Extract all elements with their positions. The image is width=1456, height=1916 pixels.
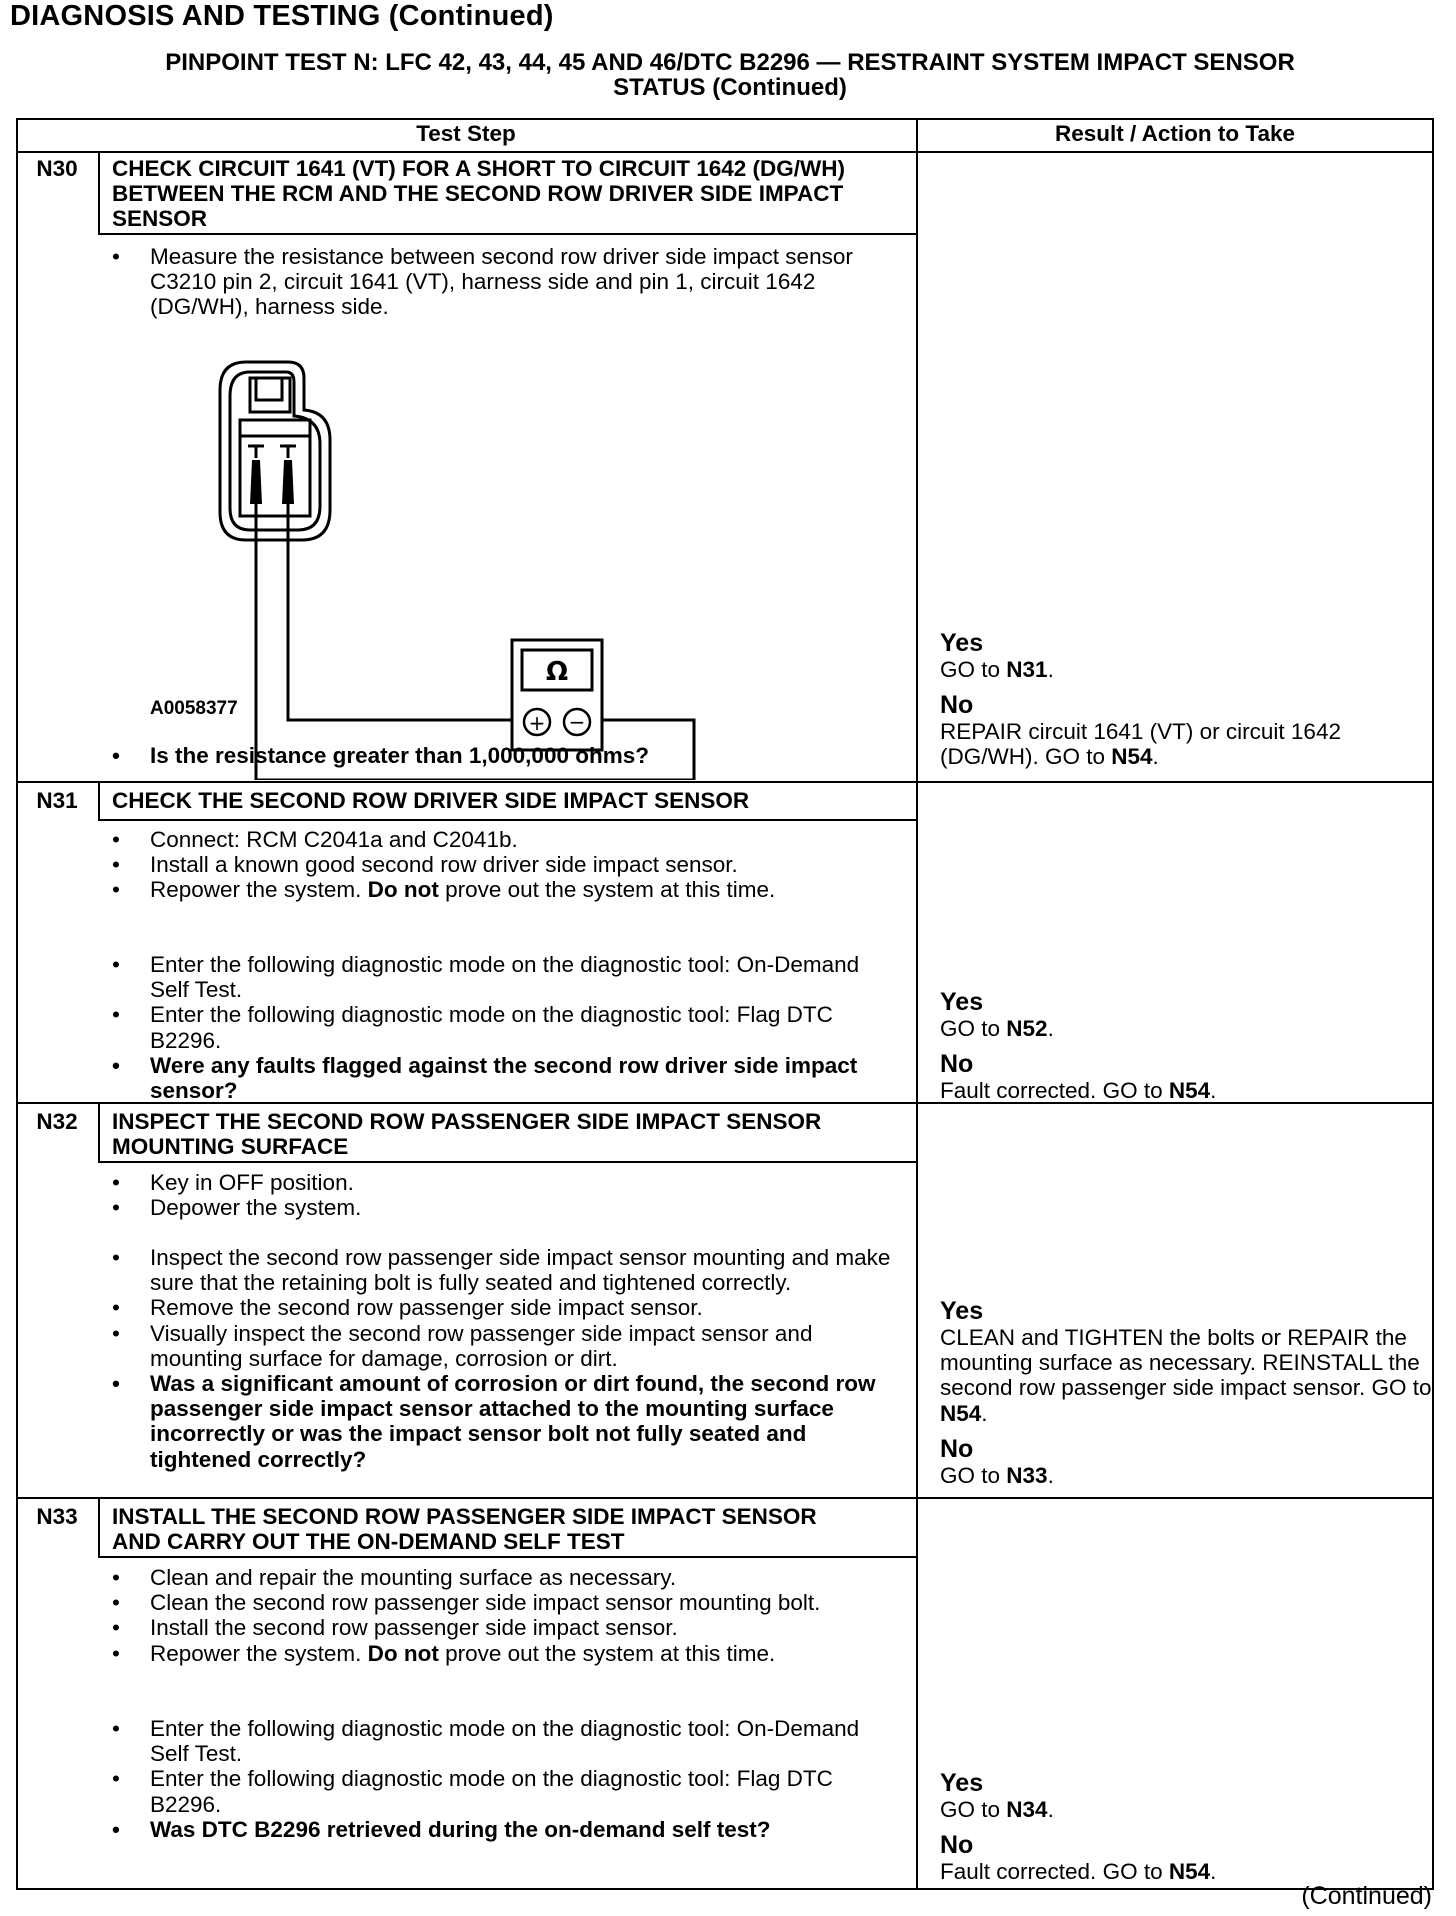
result-no-label: No xyxy=(940,1050,974,1079)
step-id-n32: N32 xyxy=(36,1109,78,1134)
column-header-result: Result / Action to Take xyxy=(1054,121,1296,146)
result-no-action: GO to N33. xyxy=(940,1462,1054,1488)
result-no-action: Fault corrected. GO to N54. xyxy=(940,1078,1217,1104)
step-question-n30 xyxy=(112,743,892,768)
result-n30 xyxy=(940,630,1430,770)
list-item: • Remove the second row passenger side impact sensor. xyxy=(112,1295,902,1320)
list-item: • Enter the following diagnostic mode on the diagnostic tool: On-Demand Self Test. xyxy=(112,1716,902,1766)
list-item: • Was a significant amount of corrosion or dirt found, the second row passenger side impact sensor attached to the mounting surface incorrectly or was the impact sensor bolt not fully seated and tightened correctly? xyxy=(112,1371,902,1472)
heading-underline-n32 xyxy=(98,1161,918,1163)
list-item: • Install the second row passenger side impact sensor. xyxy=(112,1615,902,1640)
negative-lead xyxy=(256,500,694,780)
list-item: • Inspect the second row passenger side impact sensor mounting and make sure that the retaining bolt is fully seated and tightened correctly. xyxy=(112,1245,902,1295)
test-leads xyxy=(256,504,526,780)
pinpoint-test-title xyxy=(40,50,1420,100)
step-bullets-n33b xyxy=(112,1716,902,1842)
result-no-label: No xyxy=(940,1831,974,1860)
test-title-line2: STATUS (Continued) xyxy=(613,74,847,101)
header-divider xyxy=(16,151,1434,153)
result-n33 xyxy=(940,1770,1430,1884)
ohmmeter-connector-diagram xyxy=(206,350,716,780)
list-item: • Is the resistance greater than 1,000,000 ohms? xyxy=(112,743,892,768)
list-item: • Repower the system. Do not prove out the system at this time. xyxy=(112,1641,902,1666)
list-item: • Repower the system. Do not prove out the system at this time. xyxy=(112,877,902,902)
list-item: • Was DTC B2296 retrieved during the on-demand self test? xyxy=(112,1817,902,1842)
page-title: DIAGNOSIS AND TESTING (Continued) xyxy=(10,0,554,32)
result-yes-label: Yes xyxy=(940,1297,984,1325)
step-bullets-n32b xyxy=(112,1245,902,1472)
table-border-bottom xyxy=(16,1888,1434,1890)
step-bullets-n32a xyxy=(112,1170,902,1220)
minus-label: − xyxy=(568,710,586,734)
list-item: • Install a known good second row driver side impact sensor. xyxy=(112,852,902,877)
row-divider-n33 xyxy=(16,1497,1434,1499)
list-item: • Measure the resistance between second row driver side impact sensor C3210 pin 2, circuit 1641 (VT), harness side and pin 1, circuit 1642 (DG/WH), harness side. xyxy=(112,244,892,320)
step-heading-n30: CHECK CIRCUIT 1641 (VT) FOR A SHORT TO CIRCUIT 1642 (DG/WH) BETWEEN THE RCM AND THE SECOND ROW DRIVER SIDE IMPACT SENSOR xyxy=(112,156,845,232)
id-divider-n30 xyxy=(98,151,100,233)
list-item: • Connect: RCM C2041a and C2041b. xyxy=(112,827,902,852)
result-no-action: Fault corrected. GO to N54. xyxy=(940,1859,1217,1885)
test-title-line1: PINPOINT TEST N: LFC 42, 43, 44, 45 AND 46/DTC B2296 — RESTRAINT SYSTEM IMPACT SENSOR xyxy=(165,49,1295,76)
column-divider xyxy=(916,118,918,1890)
result-no-label: No xyxy=(940,1434,974,1463)
list-item: • Key in OFF position. xyxy=(112,1170,902,1195)
id-divider-n32 xyxy=(98,1102,100,1161)
probe-1 xyxy=(250,460,262,504)
connector-icon xyxy=(220,362,330,540)
heading-underline-n30 xyxy=(98,233,918,235)
id-divider-n31 xyxy=(98,781,100,819)
list-item: • Were any faults flagged against the second row driver side impact sensor? xyxy=(112,1053,902,1103)
list-item: • Enter the following diagnostic mode on the diagnostic tool: Flag DTC B2296. xyxy=(112,1766,902,1816)
step-bullets-n30 xyxy=(112,244,892,320)
step-bullets-n31b xyxy=(112,952,902,1103)
list-item: • Depower the system. xyxy=(112,1195,902,1220)
step-id-n33: N33 xyxy=(36,1504,78,1529)
meter-symbol: Ω xyxy=(545,657,569,687)
table-border-right xyxy=(1432,118,1434,1890)
result-n32 xyxy=(940,1298,1430,1488)
result-yes-action: GO to N31. xyxy=(940,657,1054,682)
table-border-left xyxy=(16,118,18,1890)
probe-2 xyxy=(282,460,294,504)
row-divider-n31 xyxy=(16,781,1434,783)
step-heading-n33: INSTALL THE SECOND ROW PASSENGER SIDE IMPACT SENSOR AND CARRY OUT THE ON-DEMAND SELF TEST xyxy=(112,1504,817,1555)
step-id-n31: N31 xyxy=(36,788,78,813)
list-item: • Visually inspect the second row passenger side impact sensor and mounting surface for damage, corrosion or dirt. xyxy=(112,1321,902,1371)
result-yes-label: Yes xyxy=(940,629,984,657)
step-bullets-n31a xyxy=(112,827,902,903)
result-no-action: REPAIR circuit 1641 (VT) or circuit 1642 (DG/WH). GO to N54. xyxy=(940,719,1341,770)
step-heading-n32: INSPECT THE SECOND ROW PASSENGER SIDE IMPACT SENSOR MOUNTING SURFACE xyxy=(112,1109,822,1160)
heading-underline-n31 xyxy=(98,819,918,821)
list-item: • Enter the following diagnostic mode on the diagnostic tool: On-Demand Self Test. xyxy=(112,952,902,1002)
list-item: • Enter the following diagnostic mode on the diagnostic tool: Flag DTC B2296. xyxy=(112,1002,902,1052)
column-header-test-step: Test Step xyxy=(416,121,516,146)
list-item: • Clean and repair the mounting surface as necessary. xyxy=(112,1565,902,1590)
step-heading-n31: CHECK THE SECOND ROW DRIVER SIDE IMPACT SENSOR xyxy=(112,788,750,813)
step-id-n30: N30 xyxy=(36,156,78,181)
result-no-label: No xyxy=(940,691,974,720)
list-item: • Clean the second row passenger side impact sensor mounting bolt. xyxy=(112,1590,902,1615)
result-n31 xyxy=(940,989,1430,1103)
result-yes-action: GO to N34. xyxy=(940,1797,1054,1822)
heading-underline-n33 xyxy=(98,1556,918,1558)
result-yes-action: CLEAN and TIGHTEN the bolts or REPAIR the mounting surface as necessary. REINSTALL the second row passenger side impact sensor. GO to N54. xyxy=(940,1325,1432,1426)
result-yes-label: Yes xyxy=(940,988,984,1016)
id-divider-n33 xyxy=(98,1497,100,1556)
plus-label: + xyxy=(528,711,546,735)
pinpoint-test-table xyxy=(16,118,1434,1890)
step-bullets-n33a xyxy=(112,1565,902,1666)
figure-id: A0058377 xyxy=(150,698,238,719)
result-yes-action: GO to N52. xyxy=(940,1016,1054,1041)
result-yes-label: Yes xyxy=(940,1769,984,1797)
continued-label: (Continued) xyxy=(1301,1882,1432,1910)
table-border-top xyxy=(16,118,1434,120)
